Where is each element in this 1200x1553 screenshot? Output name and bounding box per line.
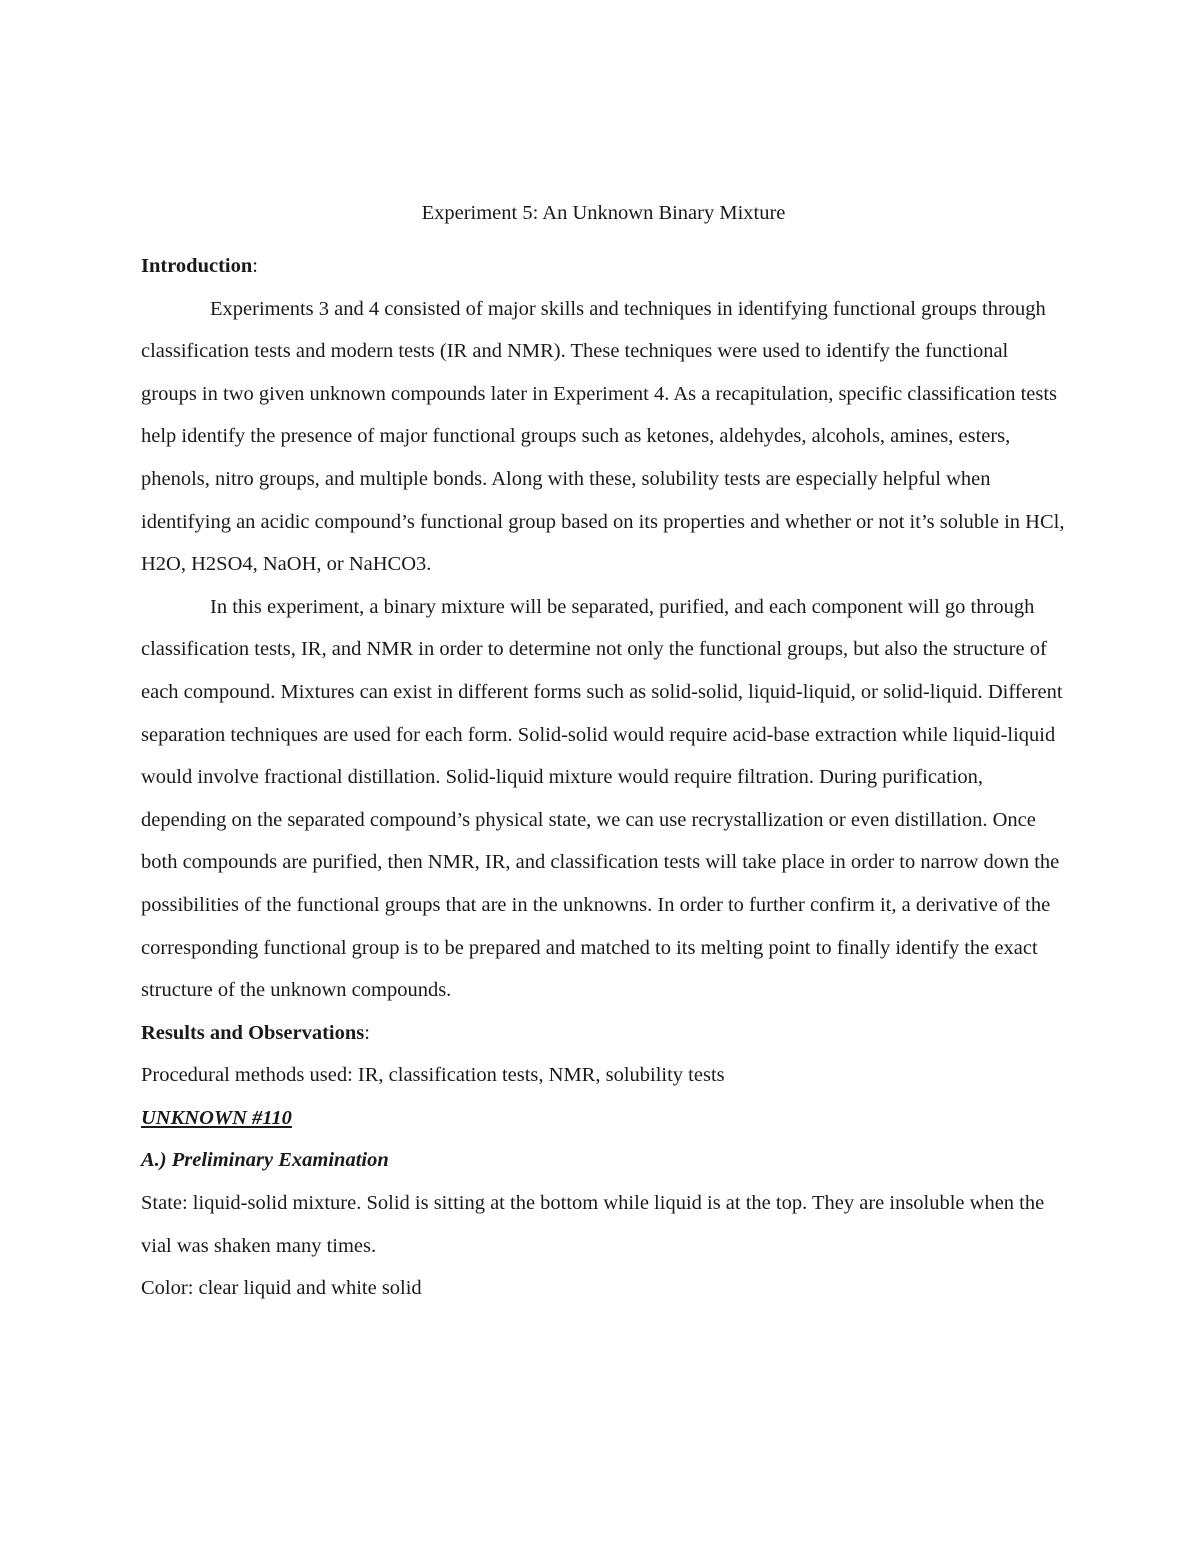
introduction-paragraph-2: In this experiment, a binary mixture will be separated, purified, and each component will go through classification tests, IR, and NMR in order to determine not only the functional groups, but also the structure of each compound. Mixtures can exist in different forms such as solid-solid, liquid-liquid, or solid-liquid. Different separation techniques are used for each form. Solid-solid would require acid-base extraction while liquid-liquid would involve fractional distillation. Solid-liquid mixture would require filtration. During purification, depending on the separated compound’s physical state, we can use recrystallization or even distillation. Once both compounds are purified, then NMR, IR, and classification tests will take place in order to narrow down the possibilities of the functional groups that are in the unknowns. In order to further confirm it, a derivative of the corresponding functional group is to be prepared and matched to its melting point to finally identify the exact structure of the unknown compounds. <box>141 595 1063 1002</box>
color-observation: Color: clear liquid and white solid <box>141 1277 422 1300</box>
introduction-heading <box>141 245 1066 288</box>
introduction-heading-text: Introduction <box>141 255 253 277</box>
results-heading-colon: : <box>364 1021 370 1044</box>
results-heading <box>141 1012 1066 1055</box>
document-page <box>141 196 1066 1310</box>
state-observation: State: liquid-solid mixture. Solid is sitting at the bottom while liquid is at the top. They are insoluble when the vial was shaken many times. <box>141 1192 1045 1257</box>
introduction-heading-colon: : <box>252 255 258 277</box>
preliminary-examination-heading: A.) Preliminary Examination <box>141 1149 389 1172</box>
procedural-methods: Procedural methods used: IR, classification tests, NMR, solubility tests <box>141 1064 725 1087</box>
unknown-label: UNKNOWN #110 <box>141 1106 292 1129</box>
results-heading-text: Results and Observations <box>141 1021 365 1044</box>
document-title: Experiment 5: An Unknown Binary Mixture <box>421 202 786 224</box>
introduction-paragraph-1: Experiments 3 and 4 consisted of major skills and techniques in identifying functional groups through classification tests and modern tests (IR and NMR). These techniques were used to identify the functional groups in two given unknown compounds later in Experiment 4. As a recapitulation, specific classification tests help identify the presence of major functional groups such as ketones, aldehydes, alcohols, amines, esters, phenols, nitro groups, and multiple bonds. Along with these, solubility tests are especially helpful when identifying an acidic compound’s functional group based on its properties and whether or not it’s soluble in HCl, H2O, H2SO4, NaOH, or NaHCO3. <box>141 297 1065 576</box>
